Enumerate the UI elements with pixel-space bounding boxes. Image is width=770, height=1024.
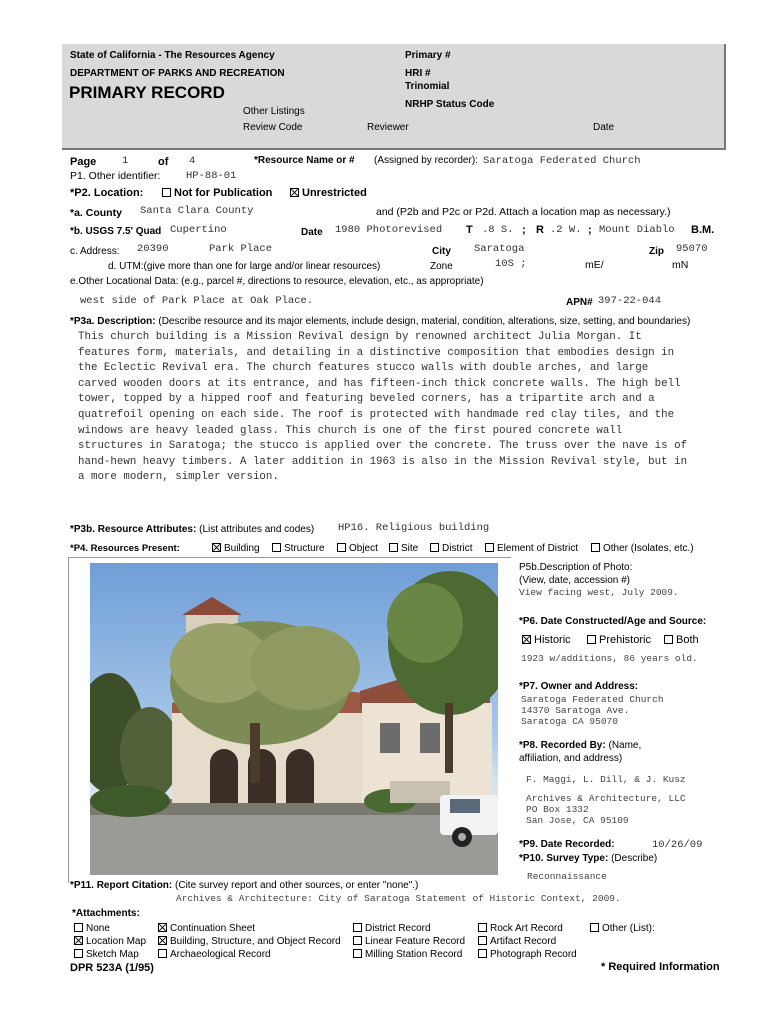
attachment-artifact-record[interactable] bbox=[478, 936, 556, 947]
base-meridian-value: Mount Diablo bbox=[599, 224, 675, 236]
building-text: Building bbox=[224, 543, 260, 554]
attachment-district-record[interactable] bbox=[353, 923, 431, 934]
milling-station-record-checkbox[interactable] bbox=[353, 949, 362, 958]
resources-present-label: *P4. Resources Present: bbox=[70, 543, 180, 554]
archaeological-record-checkbox[interactable] bbox=[158, 949, 167, 958]
recorder-address bbox=[526, 793, 686, 826]
photo-desc-value: View facing west, July 2009. bbox=[519, 587, 679, 598]
range-value: .2 W. bbox=[550, 224, 582, 236]
attachment-photograph-record[interactable] bbox=[478, 949, 577, 960]
owner-line: Saratoga Federated Church bbox=[521, 694, 664, 705]
attributes-header bbox=[70, 524, 314, 535]
attachment-milling-station-record[interactable] bbox=[353, 949, 462, 960]
semicolon-2: ; bbox=[588, 224, 592, 236]
continuation-sheet-text: Continuation Sheet bbox=[170, 923, 256, 934]
survey-type-value: Reconnaissance bbox=[527, 871, 607, 882]
resource-element-option[interactable] bbox=[485, 543, 578, 554]
description-line: quatrefoil opening on each side. The roof is protected with handmade red clay tiles, and the bbox=[78, 408, 675, 421]
both-option[interactable] bbox=[664, 634, 699, 646]
other-attachment-text: Other (List): bbox=[602, 923, 655, 934]
rock-art-record-text: Rock Art Record bbox=[490, 923, 563, 934]
date-recorded-label: *P9. Date Recorded: bbox=[519, 839, 615, 850]
resource-name-value: Saratoga Federated Church bbox=[483, 155, 641, 167]
report-citation-label: *P11. Report Citation: bbox=[70, 880, 173, 891]
recorder-line: Archives & Architecture, LLC bbox=[526, 793, 686, 804]
structure-checkbox[interactable] bbox=[272, 543, 281, 552]
continuation-sheet-checkbox[interactable] bbox=[158, 923, 167, 932]
other-attachment-checkbox[interactable] bbox=[590, 923, 599, 932]
sketch-map-text: Sketch Map bbox=[86, 949, 139, 960]
attachment-continuation-sheet[interactable] bbox=[158, 923, 255, 934]
rock-art-record-checkbox[interactable] bbox=[478, 923, 487, 932]
other-resource-checkbox[interactable] bbox=[591, 543, 600, 552]
attachment-none[interactable] bbox=[74, 923, 110, 934]
unrestricted-option[interactable] bbox=[290, 187, 367, 199]
hri-label: HRI # bbox=[405, 68, 431, 79]
description-label: *P3a. Description: bbox=[70, 316, 156, 327]
description-line: carved wooden doors at its entrance, and has fifteen-inch thick concrete walls. The high bell bbox=[78, 377, 681, 390]
description-line: This church building is a Mission Revival design by renowned architect Julia Morgan. It bbox=[78, 331, 642, 343]
site-text: Site bbox=[401, 543, 419, 554]
recorded-by-note-2: affiliation, and address) bbox=[519, 753, 623, 764]
recorded-by-note-1: (Name, bbox=[608, 740, 642, 751]
building-record-checkbox[interactable] bbox=[158, 936, 167, 945]
none-checkbox[interactable] bbox=[74, 923, 83, 932]
resource-name-note: (Assigned by recorder): bbox=[374, 155, 478, 166]
utm-northing: mN bbox=[672, 259, 689, 271]
township-value: .8 S. bbox=[482, 224, 514, 236]
attachment-linear-feature-record[interactable] bbox=[353, 936, 465, 947]
resource-other-option[interactable] bbox=[591, 543, 694, 554]
location-map-checkbox[interactable] bbox=[74, 936, 83, 945]
artifact-record-text: Artifact Record bbox=[490, 936, 557, 947]
historic-text: Historic bbox=[534, 634, 571, 646]
artifact-record-checkbox[interactable] bbox=[478, 936, 487, 945]
unrestricted-checkbox[interactable] bbox=[290, 188, 299, 197]
zone-value: 10S ; bbox=[495, 258, 527, 270]
attachment-other[interactable] bbox=[590, 923, 655, 934]
attributes-value: HP16. Religious building bbox=[338, 522, 490, 534]
district-text: District bbox=[442, 543, 473, 554]
range-label: R bbox=[536, 224, 544, 236]
description-text bbox=[78, 330, 718, 486]
other-resource-text: Other (Isolates, etc.) bbox=[603, 543, 694, 554]
owner-label: *P7. Owner and Address: bbox=[519, 681, 639, 692]
description-line: tower, topped by a hipped roof and featuring beveled corners, has a tripartite arch and a bbox=[78, 393, 655, 406]
description-header bbox=[70, 316, 690, 327]
owner-address bbox=[521, 694, 664, 727]
archaeological-record-text: Archaeological Record bbox=[170, 949, 271, 960]
prehistoric-text: Prehistoric bbox=[599, 634, 651, 646]
description-line: structures in Saratoga; the stucco is applied over the concrete. The truss over the nave is of bbox=[78, 440, 688, 453]
resource-district-option[interactable] bbox=[430, 543, 473, 554]
photograph-record-text: Photograph Record bbox=[490, 949, 577, 960]
linear-feature-record-text: Linear Feature Record bbox=[365, 936, 466, 947]
resource-name-label: *Resource Name or # bbox=[254, 155, 355, 166]
zone-label: Zone bbox=[430, 261, 453, 272]
object-checkbox[interactable] bbox=[337, 543, 346, 552]
township-label: T bbox=[466, 224, 473, 236]
attachment-location-map[interactable] bbox=[74, 936, 146, 947]
owner-line: 14370 Saratoga Ave. bbox=[521, 705, 630, 716]
linear-feature-record-checkbox[interactable] bbox=[353, 936, 362, 945]
owner-line: Saratoga CA 95070 bbox=[521, 716, 618, 727]
location-label: *P2. Location: bbox=[70, 187, 144, 199]
primary-label: Primary # bbox=[405, 50, 451, 61]
historic-option[interactable] bbox=[522, 634, 571, 646]
district-record-checkbox[interactable] bbox=[353, 923, 362, 932]
historic-checkbox[interactable] bbox=[522, 635, 531, 644]
apn-value: 397-22-044 bbox=[598, 295, 662, 307]
survey-type-label: *P10. Survey Type: bbox=[519, 853, 609, 864]
not-for-publication-text: Not for Publication bbox=[174, 187, 273, 199]
element-checkbox[interactable] bbox=[485, 543, 494, 552]
recorder-line: San Jose, CA 95109 bbox=[526, 815, 629, 826]
zip-value: 95070 bbox=[676, 243, 708, 255]
photograph-record-checkbox[interactable] bbox=[478, 949, 487, 958]
description-note: (Describe resource and its major elements, include design, material, condition, alterations, size, setting, and boundaries) bbox=[158, 316, 691, 327]
city-value: Saratoga bbox=[474, 243, 525, 255]
attributes-note: (List attributes and codes) bbox=[199, 524, 315, 535]
attachment-archaeological-record[interactable] bbox=[158, 949, 271, 960]
agency-name: State of California - The Resources Agency bbox=[70, 50, 275, 61]
none-text: None bbox=[86, 923, 110, 934]
resource-building-option[interactable] bbox=[212, 543, 260, 554]
address-street: Park Place bbox=[209, 243, 273, 255]
date-label: Date bbox=[593, 122, 615, 133]
attachment-rock-art-record[interactable] bbox=[478, 923, 563, 934]
form-id: DPR 523A (1/95) bbox=[70, 962, 154, 974]
both-text: Both bbox=[676, 634, 699, 646]
recorded-by-label: *P8. Recorded By: bbox=[519, 740, 606, 751]
description-line: windows are heavy leaded glass. This church is one of the first poured concrete wall bbox=[78, 424, 623, 437]
trinomial-label: Trinomial bbox=[405, 81, 450, 92]
base-meridian-label: B.M. bbox=[691, 224, 715, 236]
city-label: City bbox=[432, 246, 451, 257]
page-number: 1 bbox=[122, 155, 129, 167]
zip-label: Zip bbox=[649, 246, 664, 257]
semicolon-1: ; bbox=[522, 224, 526, 236]
other-locational-value: west side of Park Place at Oak Place. bbox=[80, 295, 314, 307]
location-map-text: Location Map bbox=[86, 936, 147, 947]
apn-label: APN# bbox=[566, 297, 593, 308]
address-number: 20390 bbox=[137, 243, 169, 255]
county-note: and (P2b and P2c or P2d. Attach a location map as necessary.) bbox=[376, 206, 671, 218]
structure-text: Structure bbox=[284, 543, 325, 554]
other-locational-label: e.Other Locational Data: (e.g., parcel #, directions to resource, elevation, etc., as appropriate) bbox=[70, 276, 484, 287]
usgs-label: *b. USGS 7.5' Quad bbox=[70, 226, 162, 237]
page-total: 4 bbox=[189, 155, 196, 167]
reviewer-label: Reviewer bbox=[367, 122, 409, 133]
county-value: Santa Clara County bbox=[140, 205, 254, 217]
review-code-label: Review Code bbox=[243, 122, 303, 133]
attachments-label: *Attachments: bbox=[72, 908, 140, 919]
address-label: c. Address: bbox=[70, 246, 120, 257]
prehistoric-checkbox[interactable] bbox=[587, 635, 596, 644]
usgs-date-label: Date bbox=[301, 227, 323, 238]
description-line: the Eclectic Revival era. The church features stucco walls with double arches, and large bbox=[78, 362, 649, 375]
description-line: a more modern, simpler version. bbox=[78, 471, 279, 484]
form-title: PRIMARY RECORD bbox=[69, 83, 225, 102]
district-checkbox[interactable] bbox=[430, 543, 439, 552]
other-identifier-value: HP-88-01 bbox=[186, 170, 237, 182]
page-label: Page bbox=[70, 156, 97, 168]
building-checkbox[interactable] bbox=[212, 543, 221, 552]
photo-desc-label-1: P5b.Description of Photo: bbox=[519, 562, 633, 573]
date-constructed-label: *P6. Date Constructed/Age and Source: bbox=[519, 616, 707, 627]
not-for-publication-checkbox[interactable] bbox=[162, 188, 171, 197]
resource-structure-option[interactable] bbox=[272, 543, 325, 554]
description-line: features form, materials, and detailing in a distinctive composition that embodies design in bbox=[78, 346, 675, 359]
attachment-building-record[interactable] bbox=[158, 936, 341, 947]
report-citation-header bbox=[70, 880, 418, 891]
page-of-label: of bbox=[158, 156, 169, 168]
recorded-by-header bbox=[519, 740, 641, 751]
attributes-label: *P3b. Resource Attributes: bbox=[70, 524, 197, 535]
report-citation-note: (Cite survey report and other sources, or enter "none".) bbox=[175, 880, 419, 891]
utm-label: d. UTM:(give more than one for large and/or linear resources) bbox=[108, 261, 381, 272]
resource-site-option[interactable] bbox=[389, 543, 418, 554]
description-line: hand-hewn heavy timbers. A later addition in 1963 is also in the Mission Revival style, but in bbox=[78, 455, 688, 468]
not-for-publication-option[interactable] bbox=[162, 187, 272, 199]
survey-type-note: (Describe) bbox=[611, 853, 658, 864]
date-recorded-value: 10/26/09 bbox=[652, 839, 703, 851]
resource-object-option[interactable] bbox=[337, 543, 378, 554]
prehistoric-option[interactable] bbox=[587, 634, 651, 646]
other-identifier-label: P1. Other identifier: bbox=[70, 170, 161, 182]
report-citation-value: Archives & Architecture: City of Saratoga Statement of Historic Context, 2009. bbox=[176, 893, 621, 904]
recorded-by-names: F. Maggi, L. Dill, & J. Kusz bbox=[526, 774, 686, 785]
sketch-map-checkbox[interactable] bbox=[74, 949, 83, 958]
element-text: Element of District bbox=[497, 543, 579, 554]
nrhp-label: NRHP Status Code bbox=[405, 99, 495, 110]
required-information-note: * Required Information bbox=[601, 961, 720, 973]
both-checkbox[interactable] bbox=[664, 635, 673, 644]
milling-station-record-text: Milling Station Record bbox=[365, 949, 463, 960]
photo-desc-label-2: (View, date, accession #) bbox=[519, 575, 630, 586]
building-record-text: Building, Structure, and Object Record bbox=[170, 936, 341, 947]
church-photo bbox=[90, 563, 498, 875]
department-name: DEPARTMENT OF PARKS AND RECREATION bbox=[70, 68, 285, 79]
survey-type-header bbox=[519, 853, 657, 864]
district-record-text: District Record bbox=[365, 923, 431, 934]
county-label: *a. County bbox=[70, 207, 122, 219]
utm-easting: mE/ bbox=[585, 259, 604, 271]
site-checkbox[interactable] bbox=[389, 543, 398, 552]
recorder-line: PO Box 1332 bbox=[526, 804, 589, 815]
other-listings-label: Other Listings bbox=[243, 106, 305, 117]
attachment-sketch-map[interactable] bbox=[74, 949, 139, 960]
usgs-date: 1980 Photorevised bbox=[335, 224, 443, 236]
date-constructed-value: 1923 w/additions, 86 years old. bbox=[521, 653, 698, 664]
usgs-quad: Cupertino bbox=[170, 224, 227, 236]
unrestricted-text: Unrestricted bbox=[302, 187, 367, 199]
object-text: Object bbox=[349, 543, 378, 554]
